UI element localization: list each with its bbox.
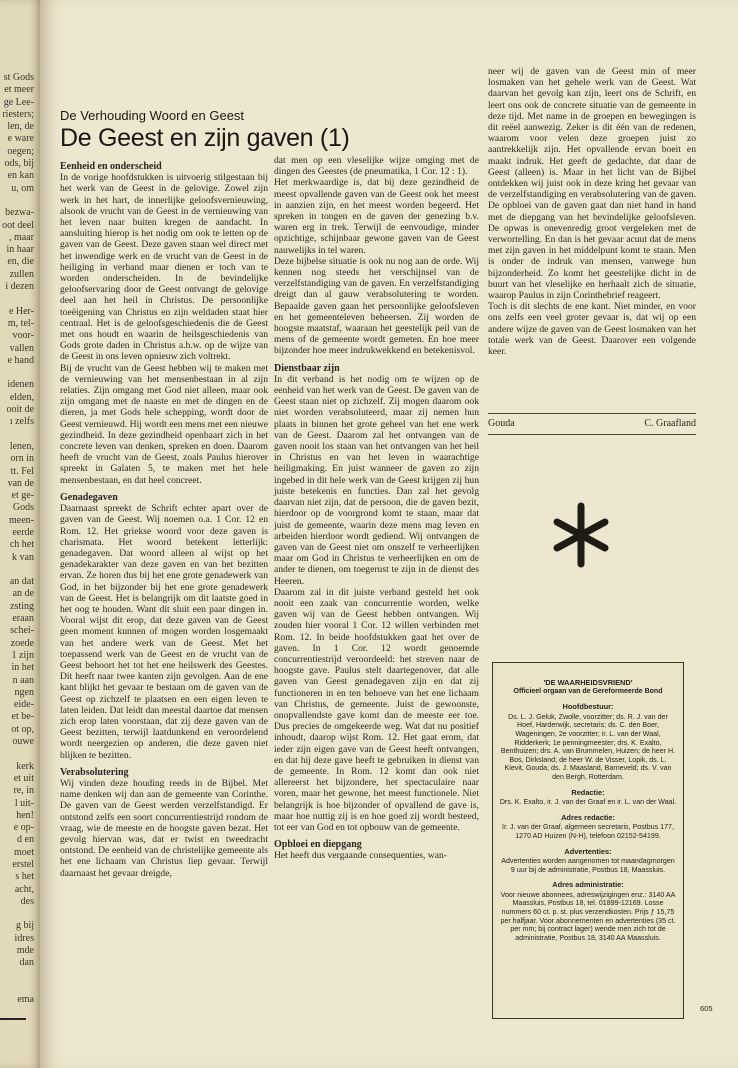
margin-fragment: 1 zijn <box>11 649 34 661</box>
margin-fragment: orn in <box>10 453 34 465</box>
colophon-name: 'DE WAARHEIDSVRIEND' <box>543 678 633 687</box>
colophon-board-heading: Hoofdbestuur: <box>562 702 614 712</box>
signature-rule-top <box>488 413 696 414</box>
margin-fragment: n aan <box>12 674 34 686</box>
signature-author: C. Graafland <box>644 418 696 429</box>
margin-fragment: in haar <box>6 244 34 256</box>
margin-fragment: e Her- <box>8 305 34 317</box>
signature-rule-bottom <box>488 434 696 435</box>
margin-fragment: l uit- <box>14 797 34 809</box>
margin-fragment <box>0 982 40 994</box>
margin-fragment: s het <box>15 871 34 883</box>
margin-fragment: st Gods <box>3 72 34 83</box>
margin-fragment: an dat <box>9 576 34 588</box>
margin-fragment: et uit <box>13 772 34 784</box>
margin-fragment: ooit de <box>6 404 34 416</box>
paragraph: neer wij de gaven van de Geest min of meer losmaken van het gehele werk van de Geest. Wat daarvan het gevolg kan zijn, leert ons de Schrift, en leert ons ook de concrete situatie van de gemeente in deze tijd. Met name in de groepen en bewegingen is dit reëel aanwezig. Zeker is dit één van de redenen, waarom voor velen deze groepen juist zo aantrekkelijk zijn. Het opvallende ervan boeit en maakt indruk. Het geeft de gedachte, dat daar de Geest (alleen) is. Maar in het licht van de Bijbel ontdekken wij juist ook in deze kring het gevaar van de verzelfstandiging en verabsolutering van de gaven. De opbloei van de gaven gaat dan niet hand in hand met de diepgang van het bevindelijke geloofsleven. De opwas is onevenredig groot vergeleken met de verwortelling. En dan is het gevaar acuut dat de mens met zijn gaven in het middelpunt komt te staan. Men is onder de indruk van mensen, vanwege hun bijzonderheid. Zo komt het geestelijke dicht in de buurt van het vleselijke en herhaalt zich de situatie, waarop Paulus in zijn Corinthebrief reageert. <box>488 66 696 302</box>
margin-bar <box>0 1018 26 1020</box>
paragraph: In de vorige hoofdstukken is uitvoerig stilgestaan bij het werk van de Geest in de gelovige. Zowel zijn werk in het hart, de innerlijke geloofsvernieuwing, alsook de vrucht van de Geest in de vernieuwing van het leven naar buiten kregen de aandacht. In aansluiting hierop is het nodig om ook te letten op de gaven van de Geest. Deze gaven staan wel direct met het inwendige werk en de vrucht van de Geest in de heiliging in verband maar dienen er toch van te worden onderscheiden. In de bevindelijke geloofservaring door de Geest ontvangt de gelovige deel aan het heil in Christus. De persoonlijke toeëigening van Christus en zijn weldaden staat hier centraal. Het is de geloofsgeschiedenis die de Geest met ons houdt en waarin de heilsgeschiedenis van Gods grote daden in Christus a.h.w. op de wijze van de Geest in ons leven opnieuw zich voltrekt. <box>60 172 268 363</box>
margin-fragment: et ge- <box>11 490 34 502</box>
margin-fragment: schei- <box>10 625 34 637</box>
margin-fragment: eraan <box>12 613 34 625</box>
colophon-tagline: Officieel orgaan van de Gereformeerde Bond <box>513 687 663 695</box>
signature-place: Gouda <box>488 418 515 429</box>
section-heading: Dienstbaar zijn <box>274 362 340 374</box>
colophon-editors-text: Drs. K. Exalto, ir. J. van der Graaf en ir. L. van der Waal. <box>499 798 677 807</box>
margin-fragment: e ware <box>7 133 34 145</box>
margin-fragment: d en <box>17 834 34 846</box>
colophon-ads-heading: Advertenties: <box>564 846 612 856</box>
margin-fragment: dan <box>19 957 34 969</box>
colophon-editors-heading: Redactie: <box>571 787 605 797</box>
margin-fragment: zsting <box>10 600 34 612</box>
margin-fragment: in het <box>11 662 34 674</box>
margin-fragment: acht, <box>14 883 34 895</box>
margin-fragment: idres <box>14 932 34 944</box>
section-heading: Eenheid en onderscheid <box>60 161 162 172</box>
margin-fragment: elden, <box>9 391 34 403</box>
paragraph: Daarom zal in dit juiste verband gesteld het ook nooit een zaak van concurrentie worden, welke gaven wij van de Geest hebben ontvangen. Wij zouden hier vooral 1 Cor. 12 willen verbinden met Rom. 12. In beide hoofdstukken gaat het over de gaven. In 1 Cor. 12 wordt genoemde concurrentiestrijd veroordeeld: het streven naar de hoogste gave. Paulus stelt daartegenover, dat alle gaven van Geest genadegaven zijn en dat zij functioneren in en ten behoeve van het ene lichaam van Christus, de gemeente. Juist de gewoonste, onopvallendste gave komt dan de meeste eer toe. Dus precies de omgekeerde weg. Wat dat nu positief inhoudt, daarop wijst Rom. 12. Het gaat erom, dat ieder zijn eigen gave van de Geest heeft ontvangen, en dat hij deze gave heeft te gebruiken in dienst van de gemeente. In Rom. 12 komt dan ook niet allereerst het bijzondere, het spectaculaire naar voren, maar het gewone, het meest functionele. Niet belangrijk is hoe bijzonder of opvallend de gave is, maar hoe nuttig zij is en hoe goed zij wordt besteed, tot eer van God en tot opbouw van de gemeente. <box>274 586 479 833</box>
margin-fragment: voor- <box>12 330 34 342</box>
paragraph: Toch is dit slechts de ene kant. Niet minder, en voor ons zelfs een veel groter gevaar is, dat wij op een andere wijze de gaven van de Geest losmaken van het totale werk van de Geest. Daarover een volgende keer. <box>488 301 696 358</box>
margin-fragment: ch het <box>9 539 34 551</box>
margin-fragment: ouwe <box>12 736 34 748</box>
margin-fragment: zullen <box>9 268 34 280</box>
margin-fragment: en, die <box>7 256 34 268</box>
colophon-box <box>492 662 684 1019</box>
paragraph: Het merkwaardige is, dat bij deze gezindheid de meest opvallende gaven van de Geest ook het meest in aanzien zijn, en het meest worden begeerd. Het spreken in tongen en de gaven der genezing b.v. waren erg in trek. Terwijl de eenvoudige, minder opzichtige, schijnbaar gewone gaven van de Geest nauwelijks in tel waren. <box>274 177 479 256</box>
margin-fragment: ge Lee- <box>3 96 34 108</box>
margin-fragment: e op- <box>13 822 34 834</box>
margin-fragment: ı zelfs <box>9 416 34 428</box>
colophon-editorial-address-heading: Adres redactie: <box>561 812 615 822</box>
margin-fragment: et meer <box>4 84 34 96</box>
colophon-ads-text: Advertenties worden aangenomen tot maandagmorgen 9 uur bij de administratie, Postbus 18, Maassluis. <box>501 857 675 874</box>
margin-fragment: i dezen <box>5 281 34 293</box>
margin-fragment: eide- <box>14 699 34 711</box>
margin-fragment <box>0 195 40 207</box>
margin-fragment: lenen, <box>9 440 34 452</box>
margin-fragment: meen- <box>9 514 34 526</box>
margin-fragment: e hand <box>7 354 34 366</box>
paragraph: In dit verband is het nodig om te wijzen op de eenheid van het werk van de Geest. De gaven van de Geest staan niet op zichzelf. Zij mogen daarom ook niet worden verabsoluteerd, maar zij nemen hun plaats in binnen het grote geheel van het ene werk van de Geest. Daarom zal het ontvangen van de gaven nooit los staan van het ontvangen van het heil in Christus en van het leven in waarachtige heiligmaking. En juist wanneer de gaven zo zijn ingebed in dit hele werk van de Geest krijgen zij hun juiste betekenis en functies. Dan zal het gevolg daarvan niet zijn, dat de persoon, die de gaven bezit, hierdoor op de voorgrond komt te staan, maar dat juist de gemeente, waarin deze mens mag leven en arbeiden hierdoor wordt gediend. Wij ontvangen de gaven van de Geest niet om onszelf te verheerlijken maar om God in Christus te verheerlijken en om de ander te dienen, om toegerust te zijn in de dienst des Heeren. <box>274 373 479 587</box>
margin-fragment <box>0 908 40 920</box>
margin-fragment: des <box>20 895 34 907</box>
paragraph: Wij vinden deze houding reeds in de Bijbel. Met name denken wij dan aan de gemeente van Corinthe. De gaven van de Geest werden verzelfstandigd. Er ontstond zelfs een soort concurrentiestrijd rondom de vraag, wie de meeste en de hoogste gaven bezat. Het gevolg hiervan was, dat er twist en tweedracht ontstond. De eenheid van de christelijke gemeente als het ene lichaam van Christus liep gevaar. Terwijl daarnaast het gevaar dreigde, <box>60 777 268 879</box>
margin-fragment: u, om <box>11 182 34 194</box>
margin-fragment: eerde <box>12 526 34 538</box>
margin-fragment: hen! <box>16 809 34 821</box>
page-number: 605 <box>700 1004 713 1013</box>
article-title: De Geest en zijn gaven (1) <box>60 124 350 152</box>
margin-fragment <box>0 429 40 441</box>
margin-fragment: ods, bij <box>4 158 34 170</box>
facing-page-text-fragments <box>0 72 40 1007</box>
section-heading: Verabsolutering <box>60 766 129 778</box>
margin-fragment <box>0 748 40 760</box>
margin-fragment <box>0 293 40 305</box>
article-kicker: De Verhouding Woord en Geest <box>60 108 245 123</box>
margin-fragment: zoede <box>10 637 34 649</box>
margin-fragment: oot deel <box>2 219 34 231</box>
article-column-2 <box>274 155 479 862</box>
margin-fragment: bezwa- <box>5 207 34 219</box>
margin-fragment: oegen; <box>7 145 34 157</box>
margin-fragment: moet <box>14 846 34 858</box>
margin-fragment: ot op, <box>11 723 34 735</box>
section-heading: Genadegaven <box>60 491 118 503</box>
section-heading: Opbloei en diepgang <box>274 839 362 851</box>
paragraph: Deze bijbelse situatie is ook nu nog aan de orde. Wij kennen nog steeds het verschijnsel van de verzelfstandiging van de gaven. En verzelfstandiging dreigt dan al gauw verabsolutering te worden. Bepaalde gaven gaan het persoonlijke geloofsleven en het gemeenteleven beheersen. Zij worden de hoogste maatstaf, waaraan het geestelijk peil van de mens of de gemeente wordt gemeten. En hoe meer bijzonder hoe meer indrukwekkend en betekenisvol. <box>274 255 479 357</box>
paragraph: Het heeft dus vergaande consequenties, wan- <box>274 850 447 862</box>
colophon-admin-text: Voor nieuwe abonnees, adreswijzigingen enz.: 3140 AA Maassluis, Postbus 18, tel. 01899-12169. Losse nummers 60 ct. p. st. plus verzendkosten. Prijs ƒ 15,75 per halfjaar. Voor abonnementen en advertenties (35 ct. per mm; bij contract lager) wende men zich tot de administratie, Postbus 18, 3140 AA Maassluis. <box>500 890 676 942</box>
margin-fragment: en kan <box>7 170 34 182</box>
margin-fragment: riesters; <box>2 108 34 120</box>
margin-fragment: kerk <box>16 760 34 772</box>
asterisk-ornament-icon <box>552 500 610 570</box>
margin-fragment: tt. Fel <box>10 465 34 477</box>
margin-fragment: idenen <box>7 379 34 391</box>
margin-fragment: et be- <box>11 711 34 723</box>
margin-fragment: k van <box>12 551 34 563</box>
paragraph: Daarnaast spreekt de Schrift echter apart over de gaven van de Geest. Wij noemen o.a. 1 Cor. 12 en Rom. 12. Het griekse woord voor deze gaven is charismata. Het woord betekent letterlijk: genadegaven. Dat woord alleen al wijst op het genadekarakter van deze gaven en van het bezitten ervan. Ze horen dus bij het ene grote genadewerk van God, in het bijzonder bij het ene grote genadewerk van de Geest. Het is belangrijk om dit laatste goed in het oog te houden. Want dit sluit een paar dingen in. Vooral wijst dit erop, dat deze gaven van de Geest geen moment kunnen of mogen worden losgemaakt van het andere werk van de Geest. Met het toepassend werk van de Geest en de vrucht van de Geest behoort het tot het ene heilswerk des Geestes. Dit heeft naar twee kanten zijn gevolgen. Aan de ene kant blijkt het gevaar te bestaan om de gaven van de Geest op zichzelf te plaatsen en een eigen leven te laten leiden. Dat leidt dan meestal daartoe dat mensen zich erop laten voorstaan, dat zij deze gaven van de Geest bezitten, terwijl laatdunkend en veroordelend wordt neergezien op anderen, die deze gaven niet blijken te bezitten. <box>60 503 268 761</box>
margin-fragment: vallen <box>9 342 34 354</box>
margin-fragment: , maar <box>9 231 34 243</box>
facing-page-margin <box>0 0 40 1068</box>
margin-fragment: Gods <box>12 502 34 514</box>
paragraph: dat men op een vleselijke wijze omging met de dingen des Geestes (de pneumatika, 1 Cor. 12 : 1). <box>274 155 479 178</box>
margin-fragment: ema <box>17 994 34 1006</box>
margin-fragment: re, in <box>13 785 34 797</box>
margin-fragment: erstel <box>12 859 34 870</box>
margin-fragment: ngen <box>14 686 34 698</box>
margin-fragment <box>0 564 40 576</box>
article-column-1 <box>60 155 268 879</box>
margin-fragment: mde <box>16 945 34 957</box>
signature-line <box>488 418 696 429</box>
margin-fragment: g bij <box>15 920 34 932</box>
margin-fragment <box>0 970 40 982</box>
margin-fragment: m, tel- <box>7 317 34 329</box>
paragraph: Bij de vrucht van de Geest hebben wij te maken met de vernieuwing van het mensenbestaan in al zijn relaties. Zijn omgang met God niet alleen, maar ook zijn omgang met de naaste en met de dingen en de dieren, ja met Gods hele schepping, wordt door de Geest vernieuwd. Hij wordt een mens met een nieuwe gezindheid. In deze gezindheid openbaart zich in het concrete leven van denken, spreken en doen. Daarom heeft de vrucht van de Geest, zoals Paulus hierover spreekt in Galaten 5, te maken met het hele mensenbestaan, en dat heel concreet. <box>60 362 268 486</box>
margin-fragment: van de <box>7 477 34 489</box>
colophon-admin-heading: Adres administratie: <box>552 880 624 890</box>
margin-fragment: an de <box>12 588 34 600</box>
margin-fragment: len, de <box>7 121 34 133</box>
article-column-3 <box>488 66 696 357</box>
colophon-board-text: Ds. L. J. Geluk, Zwolle, voorzitter; ds. R. J. van der Hoef, Harderwijk, secretaris; ds. C. den Boer, Wageningen, 2e voorzitter; ir. L. van der Waal, Ridderkerk; 1e penningmeester; drs. K. Exalto, Benthuizen; drs. A. van Brummelen, Huizen; de heer H. Bos, Dirksland; de heer W. de Visser, Lopik, ds. L. Kievit, Gouda; ds. J. Maasland, Barneveld; ds. V. van den Bergh, Rotterdam. <box>500 712 676 781</box>
colophon-editorial-address-text: Ir. J. van der Graaf, algemeen secretaris, Postbus 177, 1270 AD Huizen (N-H), telefoon 02152-54199. <box>502 823 674 840</box>
margin-fragment <box>0 367 40 379</box>
